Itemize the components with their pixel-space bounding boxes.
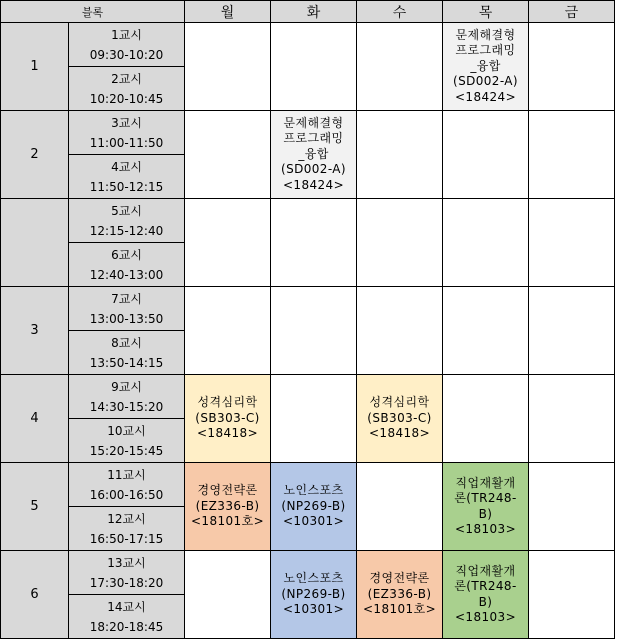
period-cell	[69, 287, 185, 331]
period-name: 8교시	[111, 335, 142, 350]
block-label: 1	[1, 23, 69, 111]
slot-thu-lunch[interactable]	[443, 199, 529, 287]
course-line: <18424>	[454, 89, 517, 104]
course-line: 프로그래밍	[455, 43, 516, 58]
period-name: 9교시	[111, 379, 142, 394]
course-cell[interactable]	[357, 375, 443, 463]
slot-mon-b3[interactable]	[185, 287, 271, 375]
course-cell[interactable]	[271, 551, 357, 639]
course-cell[interactable]	[443, 463, 529, 551]
block-label	[1, 199, 69, 287]
course-line: 론(TR248-	[454, 579, 517, 593]
slot-fri-lunch[interactable]	[529, 199, 615, 287]
slot-tue-b4[interactable]	[271, 375, 357, 463]
block-label: 6	[1, 551, 69, 639]
course-line: (SD002-A)	[453, 74, 519, 89]
course-line: (EZ336-B)	[195, 498, 260, 513]
slot-fri-b6[interactable]	[529, 551, 615, 639]
period-cell	[69, 551, 185, 595]
course-line: <18418>	[196, 426, 259, 441]
period-time: 15:20-15:45	[89, 443, 164, 458]
period-time: 10:20-10:45	[89, 91, 164, 106]
period-cell	[69, 507, 185, 551]
period-time: 11:50-12:15	[89, 179, 164, 194]
slot-wed-b2[interactable]	[357, 111, 443, 199]
course-line: 성격심리학	[197, 395, 258, 410]
period-cell	[69, 155, 185, 199]
table-row	[1, 287, 615, 331]
day-header-tue: 화	[271, 1, 357, 23]
period-name: 4교시	[111, 159, 142, 174]
slot-thu-b3[interactable]	[443, 287, 529, 375]
period-time: 16:50-17:15	[89, 531, 164, 546]
course-line: <18101호>	[362, 602, 437, 617]
slot-fri-b3[interactable]	[529, 287, 615, 375]
course-line: _융합	[470, 58, 501, 73]
slot-thu-b2[interactable]	[443, 111, 529, 199]
table-row	[1, 375, 615, 419]
slot-wed-b5[interactable]	[357, 463, 443, 551]
course-cell[interactable]	[357, 551, 443, 639]
slot-tue-b3[interactable]	[271, 287, 357, 375]
slot-fri-b1[interactable]	[529, 23, 615, 111]
block-label: 3	[1, 287, 69, 375]
course-cell[interactable]	[185, 375, 271, 463]
slot-wed-b1[interactable]	[357, 23, 443, 111]
course-cell[interactable]	[271, 111, 357, 199]
period-name: 11교시	[107, 467, 146, 482]
course-line: _융합	[298, 146, 329, 161]
period-cell	[69, 199, 185, 243]
slot-wed-b3[interactable]	[357, 287, 443, 375]
course-line: <10301>	[282, 602, 345, 617]
course-line: 직업재활개	[455, 563, 516, 578]
period-time: 17:30-18:20	[89, 575, 164, 590]
slot-wed-lunch[interactable]	[357, 199, 443, 287]
period-time: 11:00-11:50	[89, 135, 164, 150]
period-cell	[69, 463, 185, 507]
day-header-mon: 월	[185, 1, 271, 23]
period-name: 12교시	[107, 511, 146, 526]
course-line: (SB303-C)	[367, 410, 432, 425]
course-cell[interactable]	[443, 551, 529, 639]
course-line: <18103>	[454, 610, 517, 624]
slot-mon-b1[interactable]	[185, 23, 271, 111]
course-cell[interactable]	[185, 463, 271, 551]
course-line: B)	[478, 594, 493, 609]
course-line: 노인스포츠	[283, 483, 344, 498]
period-name: 1교시	[111, 27, 142, 42]
table-row	[1, 23, 615, 67]
period-cell	[69, 419, 185, 463]
slot-tue-b1[interactable]	[271, 23, 357, 111]
period-time: 14:30-15:20	[89, 399, 164, 414]
course-line: (NP269-B)	[281, 498, 346, 513]
course-line: 문제해결형	[455, 27, 516, 42]
period-time: 13:00-13:50	[89, 311, 164, 326]
course-line: <18101호>	[190, 514, 265, 529]
table-row	[1, 111, 615, 155]
course-line: 성격심리학	[369, 395, 430, 410]
slot-fri-b4[interactable]	[529, 375, 615, 463]
course-cell[interactable]	[443, 23, 529, 111]
period-time: 09:30-10:20	[89, 47, 164, 62]
slot-thu-b4[interactable]	[443, 375, 529, 463]
period-name: 5교시	[111, 203, 142, 218]
course-line: <10301>	[282, 514, 345, 529]
period-name: 13교시	[107, 555, 146, 570]
table-row	[1, 199, 615, 243]
table-row	[1, 551, 615, 595]
course-line: B)	[478, 506, 493, 521]
course-line: 직업재활개	[455, 475, 516, 490]
period-cell	[69, 375, 185, 419]
course-line: 경영전략론	[369, 571, 430, 586]
block-label: 4	[1, 375, 69, 463]
course-line: 경영전략론	[197, 483, 258, 498]
block-label: 5	[1, 463, 69, 551]
block-label: 2	[1, 111, 69, 199]
block-header: 블록	[1, 1, 185, 23]
slot-fri-b2[interactable]	[529, 111, 615, 199]
day-header-wed: 수	[357, 1, 443, 23]
period-time: 16:00-16:50	[89, 487, 164, 502]
course-cell[interactable]	[271, 463, 357, 551]
period-time: 12:15-12:40	[89, 223, 164, 238]
period-name: 10교시	[107, 423, 146, 438]
period-name: 7교시	[111, 291, 142, 306]
day-header-fri: 금	[529, 1, 615, 23]
slot-fri-b5[interactable]	[529, 463, 615, 551]
course-line: 론(TR248-	[454, 491, 517, 505]
period-cell	[69, 23, 185, 67]
course-line: <18418>	[368, 426, 431, 441]
course-line: 노인스포츠	[283, 571, 344, 586]
period-time: 18:20-18:45	[89, 619, 164, 634]
course-line: (SB303-C)	[195, 410, 260, 425]
course-line: (EZ336-B)	[367, 586, 432, 601]
slot-mon-b2[interactable]	[185, 111, 271, 199]
period-cell	[69, 595, 185, 639]
course-line: <18103>	[454, 522, 517, 536]
course-line: (SD002-A)	[281, 162, 347, 177]
period-cell	[69, 243, 185, 287]
course-line: (NP269-B)	[281, 586, 346, 601]
course-line: 문제해결형	[283, 115, 344, 130]
period-cell	[69, 331, 185, 375]
day-header-thu: 목	[443, 1, 529, 23]
table-row	[1, 463, 615, 507]
period-name: 3교시	[111, 115, 142, 130]
slot-mon-b6[interactable]	[185, 551, 271, 639]
period-name: 6교시	[111, 247, 142, 262]
period-time: 13:50-14:15	[89, 355, 164, 370]
period-name: 2교시	[111, 71, 142, 86]
course-line: <18424>	[282, 177, 345, 192]
period-time: 12:40-13:00	[89, 267, 164, 282]
slot-tue-lunch[interactable]	[271, 199, 357, 287]
period-name: 14교시	[107, 599, 146, 614]
slot-mon-lunch[interactable]	[185, 199, 271, 287]
period-cell	[69, 67, 185, 111]
period-cell	[69, 111, 185, 155]
header-row	[1, 1, 615, 23]
course-line: 프로그래밍	[283, 131, 344, 146]
